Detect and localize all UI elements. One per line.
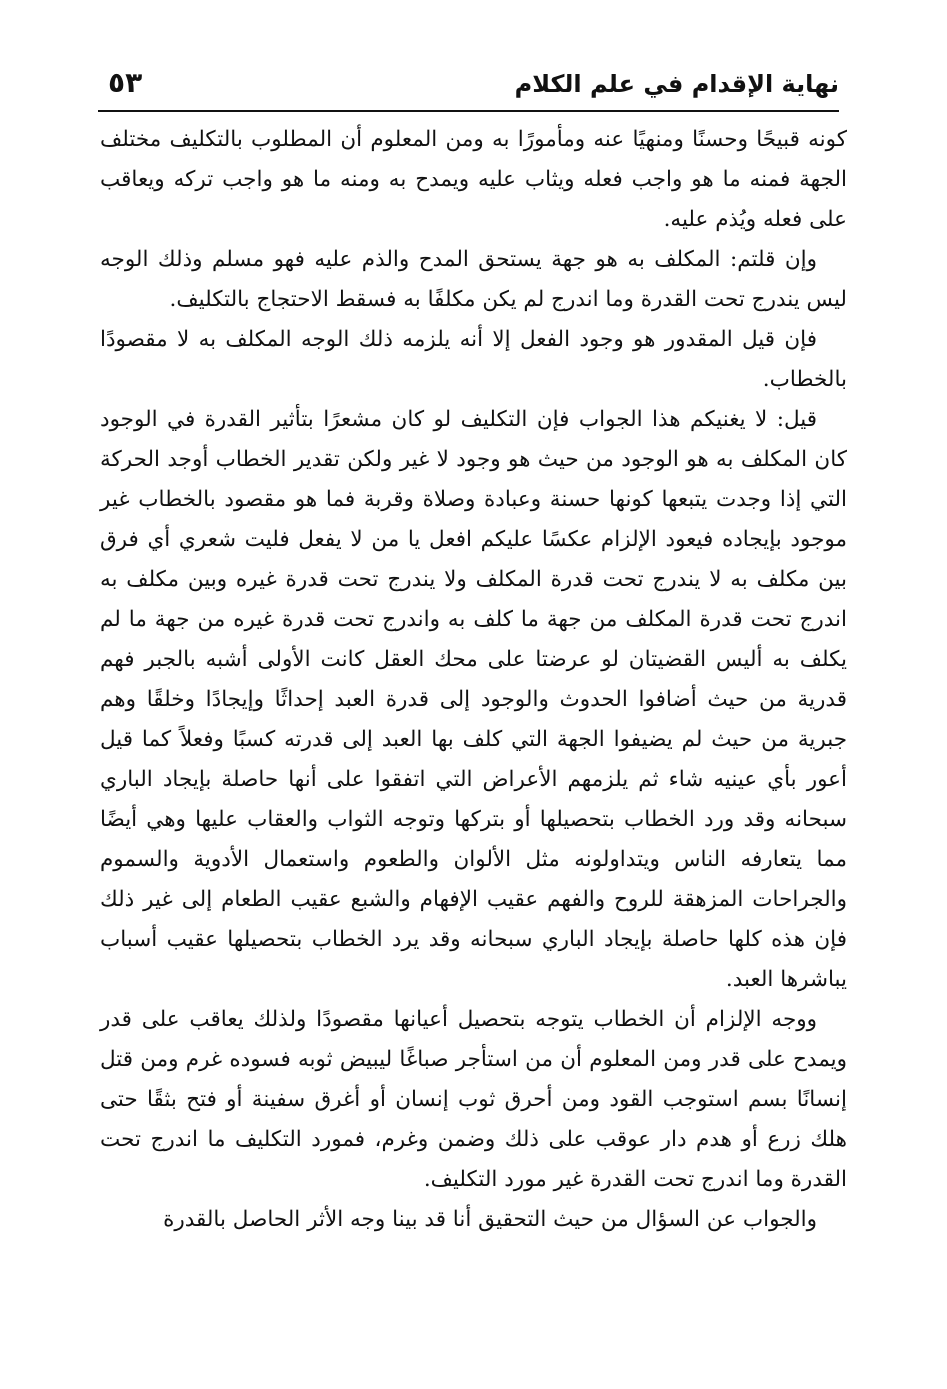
paragraph-2: وإن قلتم: المكلف به هو جهة يستحق المدح والذم عليه فهو مسلم وذلك الوجه ليس يندرج تحت القدرة وما اندرج لم يكن مكلفًا به فسقط الاحتجاج بالتكليف. xyxy=(100,247,847,312)
paragraph-1: كونه قبيحًا وحسنًا ومنهيًا عنه ومأمورًا به ومن المعلوم أن المطلوب بالتكليف مختلف الجهة فمنه ما هو واجب فعله ويثاب عليه ويمدح به ومنه ما هو واجب تركه ويعاقب على فعله ويُذم عليه. xyxy=(100,127,847,232)
paragraph-5: ووجه الإلزام أن الخطاب يتوجه بتحصيل أعيانها مقصودًا ولذلك يعاقب على قدر ويمدح على قدر ومن المعلوم أن من استأجر صباغًا ليبيض ثوبه فسوده غرم ومن قتل إنسانًا بسم استوجب القود ومن أحرق ثوب إنسان أو أغرق سفينة أو فتح بثقًا حتى هلك زرع أو هدم دار عوقب على ذلك وضمن وغرم، فمورد التكليف ما اندرج تحت القدرة وما اندرج تحت القدرة غير مورد التكليف. xyxy=(100,1007,847,1192)
book-title: نهاية الإقدام في علم الكلام xyxy=(514,70,839,98)
running-header xyxy=(98,62,839,112)
page-body xyxy=(100,120,847,1240)
paragraph-3: فإن قيل المقدور هو وجود الفعل إلا أنه يلزمه ذلك الوجه المكلف به لا مقصودًا بالخطاب. xyxy=(100,327,847,392)
header-divider xyxy=(98,110,839,112)
paragraph-6: والجواب عن السؤال من حيث التحقيق أنا قد بينا وجه الأثر الحاصل بالقدرة xyxy=(163,1207,817,1232)
paragraph-4: قيل: لا يغنيكم هذا الجواب فإن التكليف لو كان مشعرًا بتأثير القدرة في الوجود كان المكلف به هو الوجود من حيث هو وجود لا غير ولكن تقدير الخطاب أوجد الحركة التي إذا وجدت يتبعها كونها حسنة وعبادة وصلاة وقربة فما هو مقصود بالخطاب غير موجود بإيجاده فيعود الإلزام عكسًا عليكم افعل يا من لا يفعل فليت شعري أي فرق بين مكلف به لا يندرج تحت قدرة المكلف ولا يندرج تحت قدرة غيره وبين مكلف به اندرج تحت قدرة المكلف من جهة ما كلف به واندرج تحت قدرة غيره من جهة ما لم يكلف به أليس القضيتان لو عرضتا على محك العقل كانت الأولى أشبه بالجبر فهم قدرية من حيث أضافوا الحدوث والوجود إلى قدرة العبد إحداثًا وإيجادًا وخلقًا وهم جبرية من حيث لم يضيفوا الجهة التي كلف بها العبد إلى قدرته كسبًا وفعلاً كما قيل أعور بأي عينيه شاء ثم يلزمهم الأعراض التي اتفقوا على أنها حاصلة بإيجاد الباري سبحانه وقد ورد الخطاب بتحصيلها أو بتركها وتوجه الثواب والعقاب عليها وهي أيضًا مما يتعارفه الناس ويتداولونه مثل الألوان والطعوم واستعمال الأدوية والسموم والجراحات المزهقة للروح والفهم عقيب الإفهام والشبع عقيب الطعام إلى غير ذلك فإن هذه كلها حاصلة بإيجاد الباري سبحانه وقد يرد الخطاب بتحصيلها عقيب أسباب يباشرها العبد. xyxy=(100,407,847,992)
page-number: ٥٣ xyxy=(108,66,143,99)
